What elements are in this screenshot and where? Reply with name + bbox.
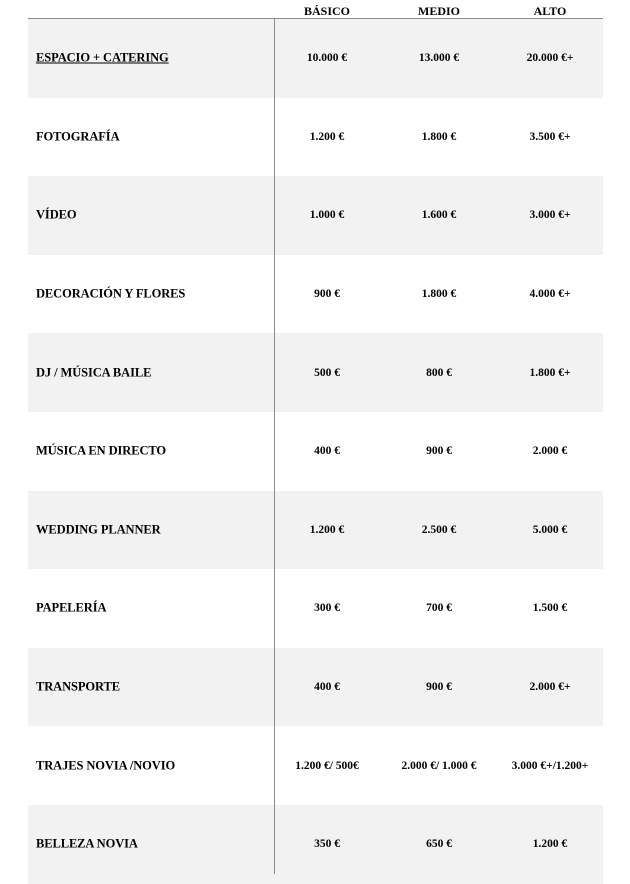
- price-basico: 1.200 €: [309, 523, 345, 536]
- row-label-link[interactable]: ESPACIO + CATERING: [36, 50, 169, 65]
- row-label: BELLEZA NOVIA: [36, 836, 138, 851]
- price-alto: 2.000 €+: [529, 681, 571, 694]
- price-basico: 1.200 €/ 500€: [295, 759, 359, 772]
- price-alto: 5.000 €: [532, 523, 568, 536]
- price-medio: 650 €: [426, 838, 452, 851]
- row-label: VÍDEO: [36, 207, 77, 222]
- price-medio: 2.000 €/ 1.000 €: [401, 759, 477, 772]
- price-alto: 3.500 €+: [529, 130, 571, 143]
- price-basico: 1.200 €: [309, 130, 345, 143]
- price-alto: 4.000 €+: [529, 288, 571, 301]
- price-basico: 400 €: [314, 445, 340, 458]
- price-alto: 1.200 €: [532, 838, 568, 851]
- price-basico: 350 €: [314, 838, 340, 851]
- table-row: [28, 805, 603, 884]
- table-row: [28, 176, 603, 255]
- table-row: [28, 255, 603, 334]
- price-alto: 3.000 €+/1.200+: [511, 759, 589, 772]
- table-row: [28, 491, 603, 570]
- table-row: [28, 333, 603, 412]
- price-basico: 1.000 €: [309, 209, 345, 222]
- price-basico: 900 €: [314, 288, 340, 301]
- row-label: DJ / MÚSICA BAILE: [36, 365, 152, 380]
- table-row: [28, 98, 603, 177]
- price-medio: 1.800 €: [421, 288, 457, 301]
- table-header: [28, 0, 603, 19]
- price-medio: 13.000 €: [418, 52, 460, 65]
- row-label: FOTOGRAFÍA: [36, 129, 120, 144]
- budget-table: [28, 0, 603, 884]
- price-medio: 1.800 €: [421, 130, 457, 143]
- column-header-alto: ALTO: [533, 4, 567, 18]
- table-row: [28, 569, 603, 648]
- price-alto: 2.000 €: [532, 445, 568, 458]
- price-medio: 700 €: [426, 602, 452, 615]
- price-alto: 20.000 €+: [526, 52, 574, 65]
- column-divider: [274, 19, 275, 874]
- table-row: [28, 726, 603, 805]
- price-medio: 800 €: [426, 366, 452, 379]
- column-header-medio: MEDIO: [418, 4, 460, 18]
- table-row: [28, 19, 603, 98]
- table-row: [28, 412, 603, 491]
- price-medio: 1.600 €: [421, 209, 457, 222]
- table-row: [28, 648, 603, 727]
- price-basico: 10.000 €: [306, 52, 348, 65]
- price-basico: 500 €: [314, 366, 340, 379]
- price-alto: 3.000 €+: [529, 209, 571, 222]
- table-body: [28, 19, 603, 884]
- row-label: PAPELERÍA: [36, 600, 107, 615]
- price-medio: 900 €: [426, 445, 452, 458]
- row-label: TRANSPORTE: [36, 679, 120, 694]
- price-alto: 1.500 €: [532, 602, 568, 615]
- column-header-basico: BÁSICO: [303, 4, 350, 18]
- row-label: TRAJES NOVIA /NOVIO: [36, 758, 176, 773]
- row-label: DECORACIÓN Y FLORES: [36, 286, 186, 301]
- price-basico: 400 €: [314, 681, 340, 694]
- price-medio: 900 €: [426, 681, 452, 694]
- price-basico: 300 €: [314, 602, 340, 615]
- price-alto: 1.800 €+: [529, 366, 571, 379]
- row-label: MÚSICA EN DIRECTO: [36, 443, 167, 458]
- price-medio: 2.500 €: [421, 523, 457, 536]
- row-label: WEDDING PLANNER: [36, 522, 161, 537]
